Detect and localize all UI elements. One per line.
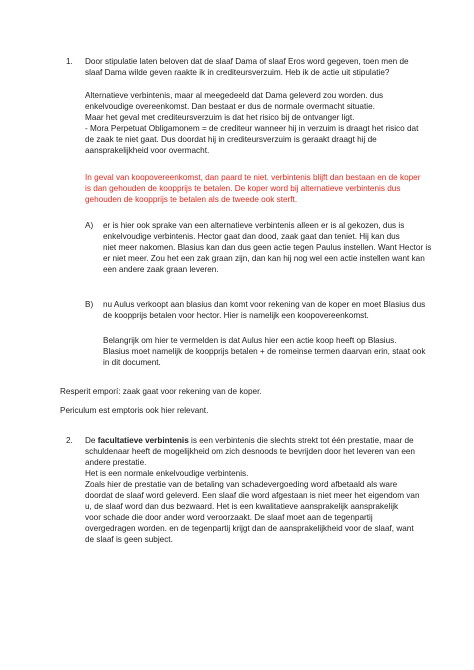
item2-first-pre: De <box>85 436 98 445</box>
sub-a-line: niet meer nakomen. Blasius kan dan dus geen actie tegen Paulus instellen. Want Hector is <box>103 243 432 252</box>
item2-number: 2. <box>66 436 73 445</box>
item2-line: u, de slaaf word dan dus bezwaard. Het is een kwalitatieve aansprakelijk aansprakelijk <box>85 502 399 511</box>
sub-a-line: er is hier ook sprake van een alternatieve verbintenis alleen er is al gekozen, dus is <box>103 221 405 230</box>
red-note-line: gehouden de koopprijs te betalen als de tweede ook sterft. <box>85 195 298 204</box>
sub-b-extra-line: in dit document. <box>103 358 161 367</box>
item2-line: doordat de slaaf word geleverd. Een slaaf die word afgestaan is niet meer het eigendom van <box>85 491 420 500</box>
item1-answer-line: de zaak te niet gaat. Dus doordat hij in crediteursverzuim is geraakt draagt hij de <box>85 135 377 144</box>
item2-first-line <box>85 435 414 446</box>
note-periculum: Periculum est emptoris ook hier relevant. <box>60 406 209 415</box>
item2-line: Zoals hier de prestatie van de betaling van schadevergoeding word afbetaald als ware <box>85 480 398 489</box>
item2-line: andere prestatie. <box>85 458 147 467</box>
sub-b-label: B) <box>85 300 94 309</box>
sub-b-extra-line: Belangrijk om hier te vermelden is dat Aulus hier een actie koop heeft op Blasius. <box>103 336 397 345</box>
item1-answer-line: - Mora Perpetuat Obligamonem = de crediteur wanneer hij in verzuim is draagt het risico dat <box>85 124 419 133</box>
item2-line: schuldenaar heeft de mogelijkheid om zich desnoods te bevrijden door het leveren van een <box>85 447 415 456</box>
item2-first-post: is een verbintenis die slechts strekt tot één prestatie, maar de <box>188 436 414 445</box>
item1-answer-line: Alternatieve verbintenis, maar al meegedeeld dat Dama geleverd zou worden. dus <box>85 91 384 100</box>
item2-term-bold: facultatieve verbintenis <box>97 436 189 445</box>
sub-a-line: enkelvoudige verbintenis. Hector gaat dan dood, zaak gaat dan teniet. Hij kan dus <box>103 232 400 241</box>
item1-answer-line: enkelvoudige overeenkomst. Dan bestaat er dus de normale overmacht situatie. <box>85 102 375 111</box>
sub-b-extra-line: Blasius moet namelijk de koopprijs betalen + de romeinse termen daarvan erin, staat ook <box>103 347 426 356</box>
note-resperit: Resperit emporí: zaak gaat voor rekening van de koper. <box>60 387 262 396</box>
item1-question-line: slaaf Dama wilde geven raakte ik in crediteursverzuim. Heb ik de actie uit stipulatie? <box>85 68 390 77</box>
item2-line: de slaaf is geen subject. <box>85 535 173 544</box>
item2-line: overgedragen worden. en de tegenpartij krijgt dan de aansprakelijkheid voor de slaaf, want <box>85 524 414 533</box>
sub-a-line: er niet meer. Zou het een zak graan zijn, dan kan hij nog wel een actie instellen want kan <box>103 254 425 263</box>
item1-answer-line: Maar het geval met crediteursverzuim is dat het risico bij de ontvanger ligt. <box>85 113 355 122</box>
item1-answer-line: aansprakelijkheid voor overmacht. <box>85 146 210 155</box>
item2-line: Het is een normale enkelvoudige verbintenis. <box>85 469 249 478</box>
sub-a-line: een andere zaak graan leveren. <box>103 265 219 274</box>
item1-number: 1. <box>66 57 73 66</box>
sub-b-line: nu Aulus verkoopt aan blasius dan komt voor rekening van de koper en moet Blasius dus <box>103 300 426 309</box>
sub-a-label: A) <box>85 221 94 230</box>
red-note-line: In geval van koopovereenkomst, dan paard te niet. verbintenis blijft dan bestaan en de koper <box>85 173 421 182</box>
red-note-line: is dan gehouden de koopprijs te betalen. De koper word bij alternatieve verbintenis dus <box>85 184 401 193</box>
sub-b-line: de koopprijs betalen voor hector. Hier is namelijk een koopovereenkomst. <box>103 311 369 320</box>
item1-question-line: Door stipulatie laten beloven dat de slaaf Dama of slaaf Eros word gegeven, toen men de <box>85 57 409 66</box>
item2-line: voor schade die door ander word veroorzaakt. De slaaf moet aan de tegenpartij <box>85 513 373 522</box>
